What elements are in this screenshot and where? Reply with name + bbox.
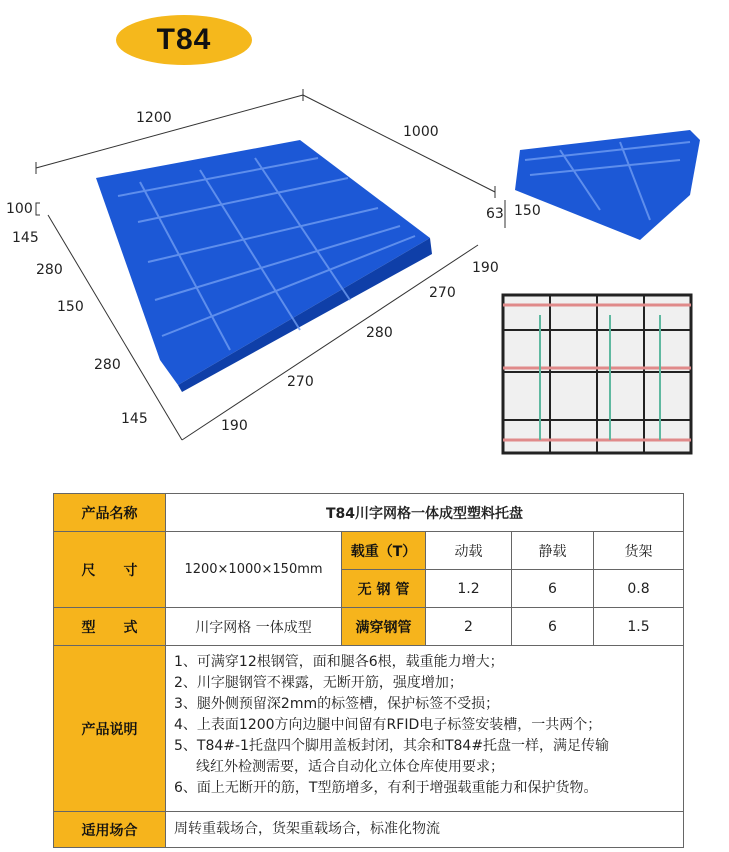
- dim-left-4: 280: [94, 357, 121, 373]
- load-col-static: 静载: [512, 532, 594, 570]
- no-steel-label: 无 钢 管: [342, 570, 426, 608]
- desc-line-6: 6、面上无断开的筋，T型筋增多，有利于增强载重能力和保护货物。: [174, 780, 598, 796]
- dim-right-1: 190: [221, 418, 248, 434]
- dim-right-2: 270: [287, 374, 314, 390]
- desc-line-5-cont: 线红外检测需要，适合自动化立体仓库使用要求；: [196, 759, 504, 775]
- pallet-bottom-view-image: [503, 295, 691, 453]
- no-steel-dynamic: 1.2: [426, 570, 512, 608]
- size-label: 尺 寸: [54, 532, 166, 608]
- usage-value: 周转重载场合，货架重载场合，标准化物流: [166, 812, 684, 848]
- size-value: 1200×1000×150mm: [166, 532, 342, 608]
- desc-line-5: 5、T84#-1托盘四个脚用盖板封闭，其余和T84#托盘一样，满足传输: [174, 738, 610, 754]
- spec-table: [53, 493, 684, 848]
- load-col-rack: 货架: [594, 532, 684, 570]
- desc-line-4: 4、上表面1200方向边腿中间留有RFID电子标签安装槽，一共两个；: [174, 717, 602, 733]
- dim-length: 1200: [136, 110, 172, 126]
- full-steel-static: 6: [512, 608, 594, 646]
- desc-line-2: 2、川字腿钢管不裸露，无断开筋，强度增加；: [174, 675, 463, 691]
- dim-width: 1000: [403, 124, 439, 140]
- dim-left-1: 145: [12, 230, 39, 246]
- full-steel-label: 满穿钢管: [342, 608, 426, 646]
- type-label: 型 式: [54, 608, 166, 646]
- dim-height-left: 100: [6, 201, 33, 217]
- desc-line-1: 1、可满穿12根钢管，面和腿各6根，载重能力增大；: [174, 654, 504, 670]
- load-header: 载重（T）: [342, 532, 426, 570]
- load-col-dynamic: 动载: [426, 532, 512, 570]
- pallet-side-image: [515, 130, 700, 240]
- dim-left-3: 150: [57, 299, 84, 315]
- product-name-label: 产品名称: [54, 494, 166, 532]
- dim-right-3: 280: [366, 325, 393, 341]
- dim-right-4: 270: [429, 285, 456, 301]
- type-value: 川字网格 一体成型: [166, 608, 342, 646]
- full-steel-rack: 1.5: [594, 608, 684, 646]
- dim-height-right: 150: [514, 203, 541, 219]
- desc-content: [166, 646, 684, 812]
- dim-left-2: 280: [36, 262, 63, 278]
- no-steel-rack: 0.8: [594, 570, 684, 608]
- desc-line-3: 3、腿外侧预留深2mm的标签槽，保护标签不受损；: [174, 696, 500, 712]
- dim-left-5: 145: [121, 411, 148, 427]
- full-steel-dynamic: 2: [426, 608, 512, 646]
- pallet-main-image: [96, 140, 432, 392]
- dim-foot-height: 63: [486, 206, 504, 222]
- usage-label: 适用场合: [54, 812, 166, 848]
- dim-right-5: 190: [472, 260, 499, 276]
- desc-label: 产品说明: [54, 646, 166, 812]
- model-title: T84: [156, 23, 212, 56]
- no-steel-static: 6: [512, 570, 594, 608]
- product-name-value: T84川字网格一体成型塑料托盘: [166, 494, 684, 532]
